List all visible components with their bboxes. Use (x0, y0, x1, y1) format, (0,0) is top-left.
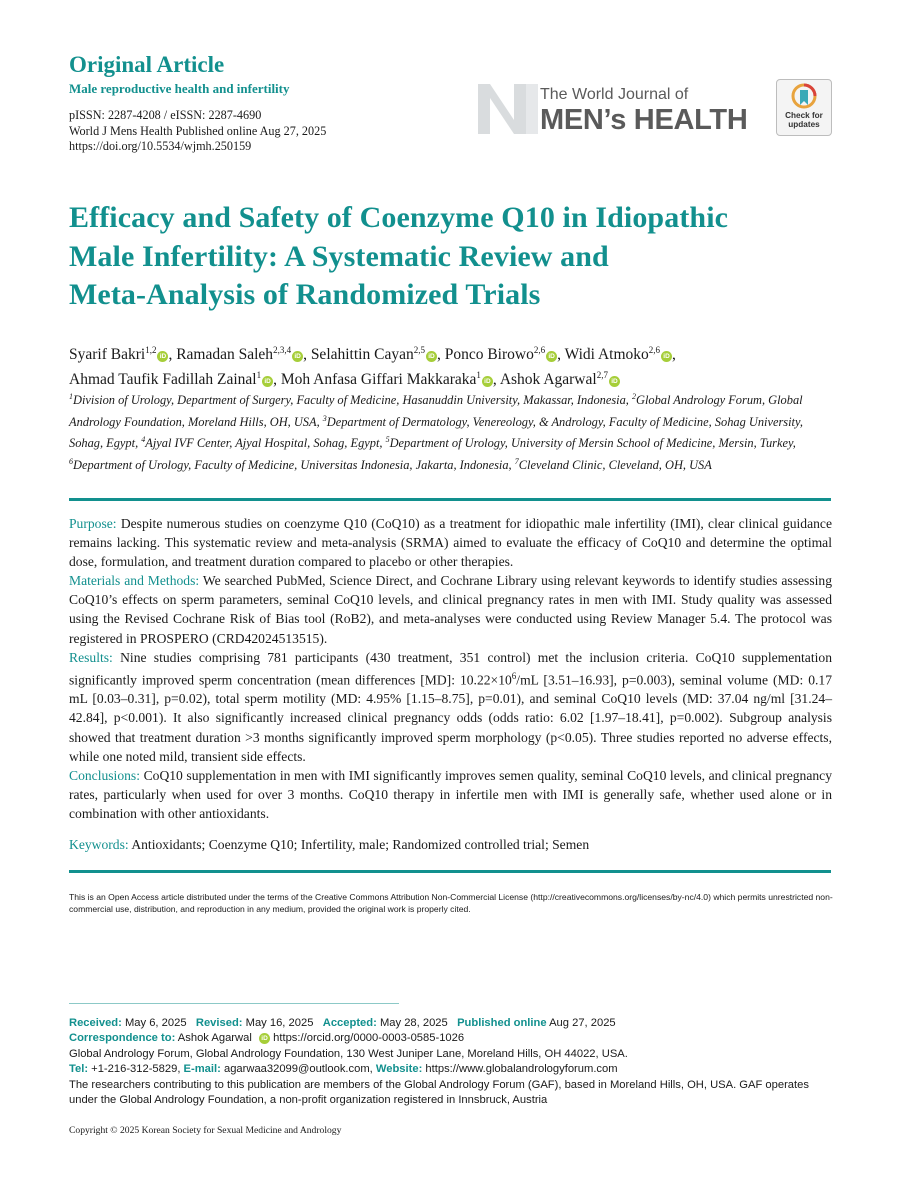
abstract-methods: Materials and Methods: We searched PubMed, Science Direct, and Cochrane Library using relevant keywords to identify studies assessing CoQ10’s effects on sperm parameters, seminal CoQ10 levels, and clinical pregnancy rates in men with IMI. Study quality was assessed using the Revised Cochrane Risk of Bias tool (RoB2), and meta-analyses were conducted using Review Manager 5.4. The protocol was registered in PROSPERO (CRD42024513515). (69, 573, 832, 646)
subject-category: Male reproductive health and infertility (69, 81, 290, 96)
check-updates-icon (791, 83, 817, 111)
author: Ramadan Saleh$^{2,3,4}$iD , (176, 345, 311, 364)
article-type: Original Article (69, 52, 225, 77)
orcid-icon[interactable]: iD (259, 1033, 270, 1044)
affiliation: Cleveland Clinic, Cleveland, OH, USA (518, 458, 712, 473)
logo-subtitle: The World Journal of (540, 86, 689, 103)
article-footer (69, 1016, 839, 1108)
journal-logo (476, 80, 766, 136)
bottom-divider (69, 870, 831, 873)
publication-meta (69, 108, 326, 155)
check-updates-label: Check for updates (785, 111, 823, 129)
affiliation: Division of Urology, Department of Surgery, Faculty of Medicine, Hasanuddin University, Makassar, Indonesia, (73, 393, 632, 408)
abstract (69, 514, 832, 823)
orcid-icon[interactable]: iD (426, 351, 437, 362)
journal-n-mark-icon (476, 80, 540, 136)
logo-main-text: MEN’s HEALTH (540, 104, 748, 136)
author: Ponco Birowo$^{2,6}$iD , (444, 345, 565, 364)
author: Widi Atmoko$^{2,6}$iD , (564, 345, 676, 364)
orcid-link[interactable]: https://orcid.org/0000-0003-0585-1026 (273, 1032, 465, 1045)
keywords: Keywords: Antioxidants; Coenzyme Q10; Infertility, male; Randomized controlled trial; Semen (69, 837, 590, 852)
orcid-icon[interactable]: iD (482, 376, 493, 387)
article-title: Efficacy and Safety of Coenzyme Q10 in Idiopathic Male Infertility: A Systematic Review and Meta-Analysis of Randomized Trials (69, 201, 729, 311)
author: Syarif Bakri$^{1,2}$iD , (69, 345, 177, 364)
correspondence-line: Correspondence to: Ashok Agarwal iD https://orcid.org/0000-0003-0585-1026 (69, 1032, 465, 1045)
orcid-icon[interactable]: iD (292, 351, 303, 362)
footer-rule (69, 1003, 399, 1004)
affiliation: Ajyal IVF Center, Ajyal Hospital, Sohag, Egypt, (145, 436, 386, 451)
doi-link[interactable]: https://doi.org/10.5534/wjmh.250159 (69, 139, 252, 153)
address-line: Global Andrology Forum, Global Andrology Foundation, 130 West Juniper Lane, Moreland Hills, OH 44022, USA. (69, 1047, 628, 1060)
abstract-purpose: Purpose: Despite numerous studies on coenzyme Q10 (CoQ10) as a treatment for idiopathic male infertility (IMI), clear clinical guidance remains lacking. This systematic review and meta-analysis (SRMA) aimed to evaluate the efficacy of CoQ10 and determine the optimal dose, formulation, and treatment duration compared to placebo or other therapies. (69, 516, 832, 570)
gaf-note: The researchers contributing to this publication are members of the Global Andrology Forum (GAF), based in Moreland Hills, OH, USA. GAF operates under the Global Andrology Foundation, a non-profit organization registered in Innsbruck, Austria (69, 1078, 809, 1107)
abstract-conclusions: Conclusions: CoQ10 supplementation in men with IMI significantly improves semen quality, seminal CoQ10 levels, and clinical pregnancy rates, particularly when used for over 3 months. CoQ10 therapy in infertile men with IMI is generally safe, whether used alone or in combination with other antioxidants. (69, 767, 832, 821)
author: Ashok Agarwal$^{2,7}$iD (500, 371, 620, 388)
copyright: Copyright © 2025 Korean Society for Sexual Medicine and Andrology (69, 1125, 342, 1136)
issn: pISSN: 2287-4208 / eISSN: 2287-4690 (69, 108, 262, 122)
affiliation: Department of Urology, Faculty of Medicine, Universitas Indonesia, Jakarta, Indonesia, (73, 458, 515, 473)
orcid-icon[interactable]: iD (157, 351, 168, 362)
author: Ahmad Taufik Fadillah Zainal$^1$iD , (69, 370, 281, 389)
author-list (69, 340, 849, 390)
affiliations: $^1$Division of Urology, Department of Surgery, Faculty of Medicine, Hasanuddin University, Makassar, Indonesia, $^2$Global Andrology Forum, Global Andrology Foundation, Moreland Hills, OH, USA, $^3$Department of Dermatology, Venereology, & Andrology, Faculty of Medicine, Sohag University, Sohag, Egypt, $^4$Ajyal IVF Center, Ajyal Hospital, Sohag, Egypt, $^5$Department of Urology, University of Mersin School of Medicine, Mersin, Turkey, $^6$Department of Urology, Faculty of Medicine, Universitas Indonesia, Jakarta, Indonesia, $^7$Cleveland Clinic, Cleveland, OH, USA (69, 392, 803, 473)
abstract-results: Results: Nine studies comprising 781 participants (430 treatment, 351 control) met the inclusion criteria. CoQ10 supplementation significantly improved sperm concentration (mean differences [MD]: $10.22\times 10^6/mL$ [3.51–16.93], p=0.003), seminal volume (MD: 0.17 mL [0.03–0.31], p=0.02), total sperm motility (MD: 4.95% [1.15–8.75], p=0.01), and seminal CoQ10 levels (MD: 37.04 ng/ml [31.24–42.84], p<0.001). It also significantly increased clinical pregnancy odds (odds ratio: 6.02 [1.97–18.41], p=0.002). Subgroup analysis showed that treatment duration >3 months significantly improved sperm morphology (p<0.05). Three studies reported no adverse effects, while one noted mild, transient side effects. (69, 649, 832, 764)
orcid-icon[interactable]: iD (546, 351, 557, 362)
website-link[interactable]: https://www.globalandrologyforum.com (425, 1063, 618, 1076)
author: Moh Anfasa Giffari Makkaraka$^1$iD , (280, 370, 500, 389)
check-for-updates-badge[interactable] (776, 79, 832, 136)
dates-line: Received: May 6, 2025 Revised: May 16, 2025 Accepted: May 28, 2025 Published online Aug 27, 2025 (69, 1017, 616, 1029)
affiliation: Department of Urology, University of Mersin School of Medicine, Mersin, Turkey, (389, 436, 796, 451)
license-notice: This is an Open Access article distributed under the terms of the Creative Commons Attribution Non-Commercial License (http://creativecommons.org/licenses/by-nc/4.0) which permits unrestricted non-commercial use, distribution, and reproduction in any medium, provided the original work is properly cited. (69, 892, 833, 915)
contact-line: Tel: +1-216-312-5829, E-mail: agarwaa32099@outlook.com, Website: https://www.globalandrologyforum.com (69, 1063, 618, 1076)
journal-line: World J Mens Health Published online Aug 27, 2025 (69, 123, 327, 138)
orcid-icon[interactable]: iD (609, 376, 620, 387)
top-divider (69, 498, 831, 501)
affiliation: Department of Dermatology, Venereology, & Andrology, Faculty of Medicine, Sohag University, Sohag, Egypt, (69, 414, 803, 451)
orcid-icon[interactable]: iD (262, 376, 273, 387)
email-link[interactable]: agarwaa32099@outlook.com, (223, 1063, 373, 1076)
author: Selahittin Cayan$^{2,5}$iD , (310, 345, 445, 364)
orcid-icon[interactable]: iD (661, 351, 672, 362)
affiliation: Global Andrology Forum, Global Andrology Foundation, Moreland Hills, OH, USA, (69, 393, 803, 429)
